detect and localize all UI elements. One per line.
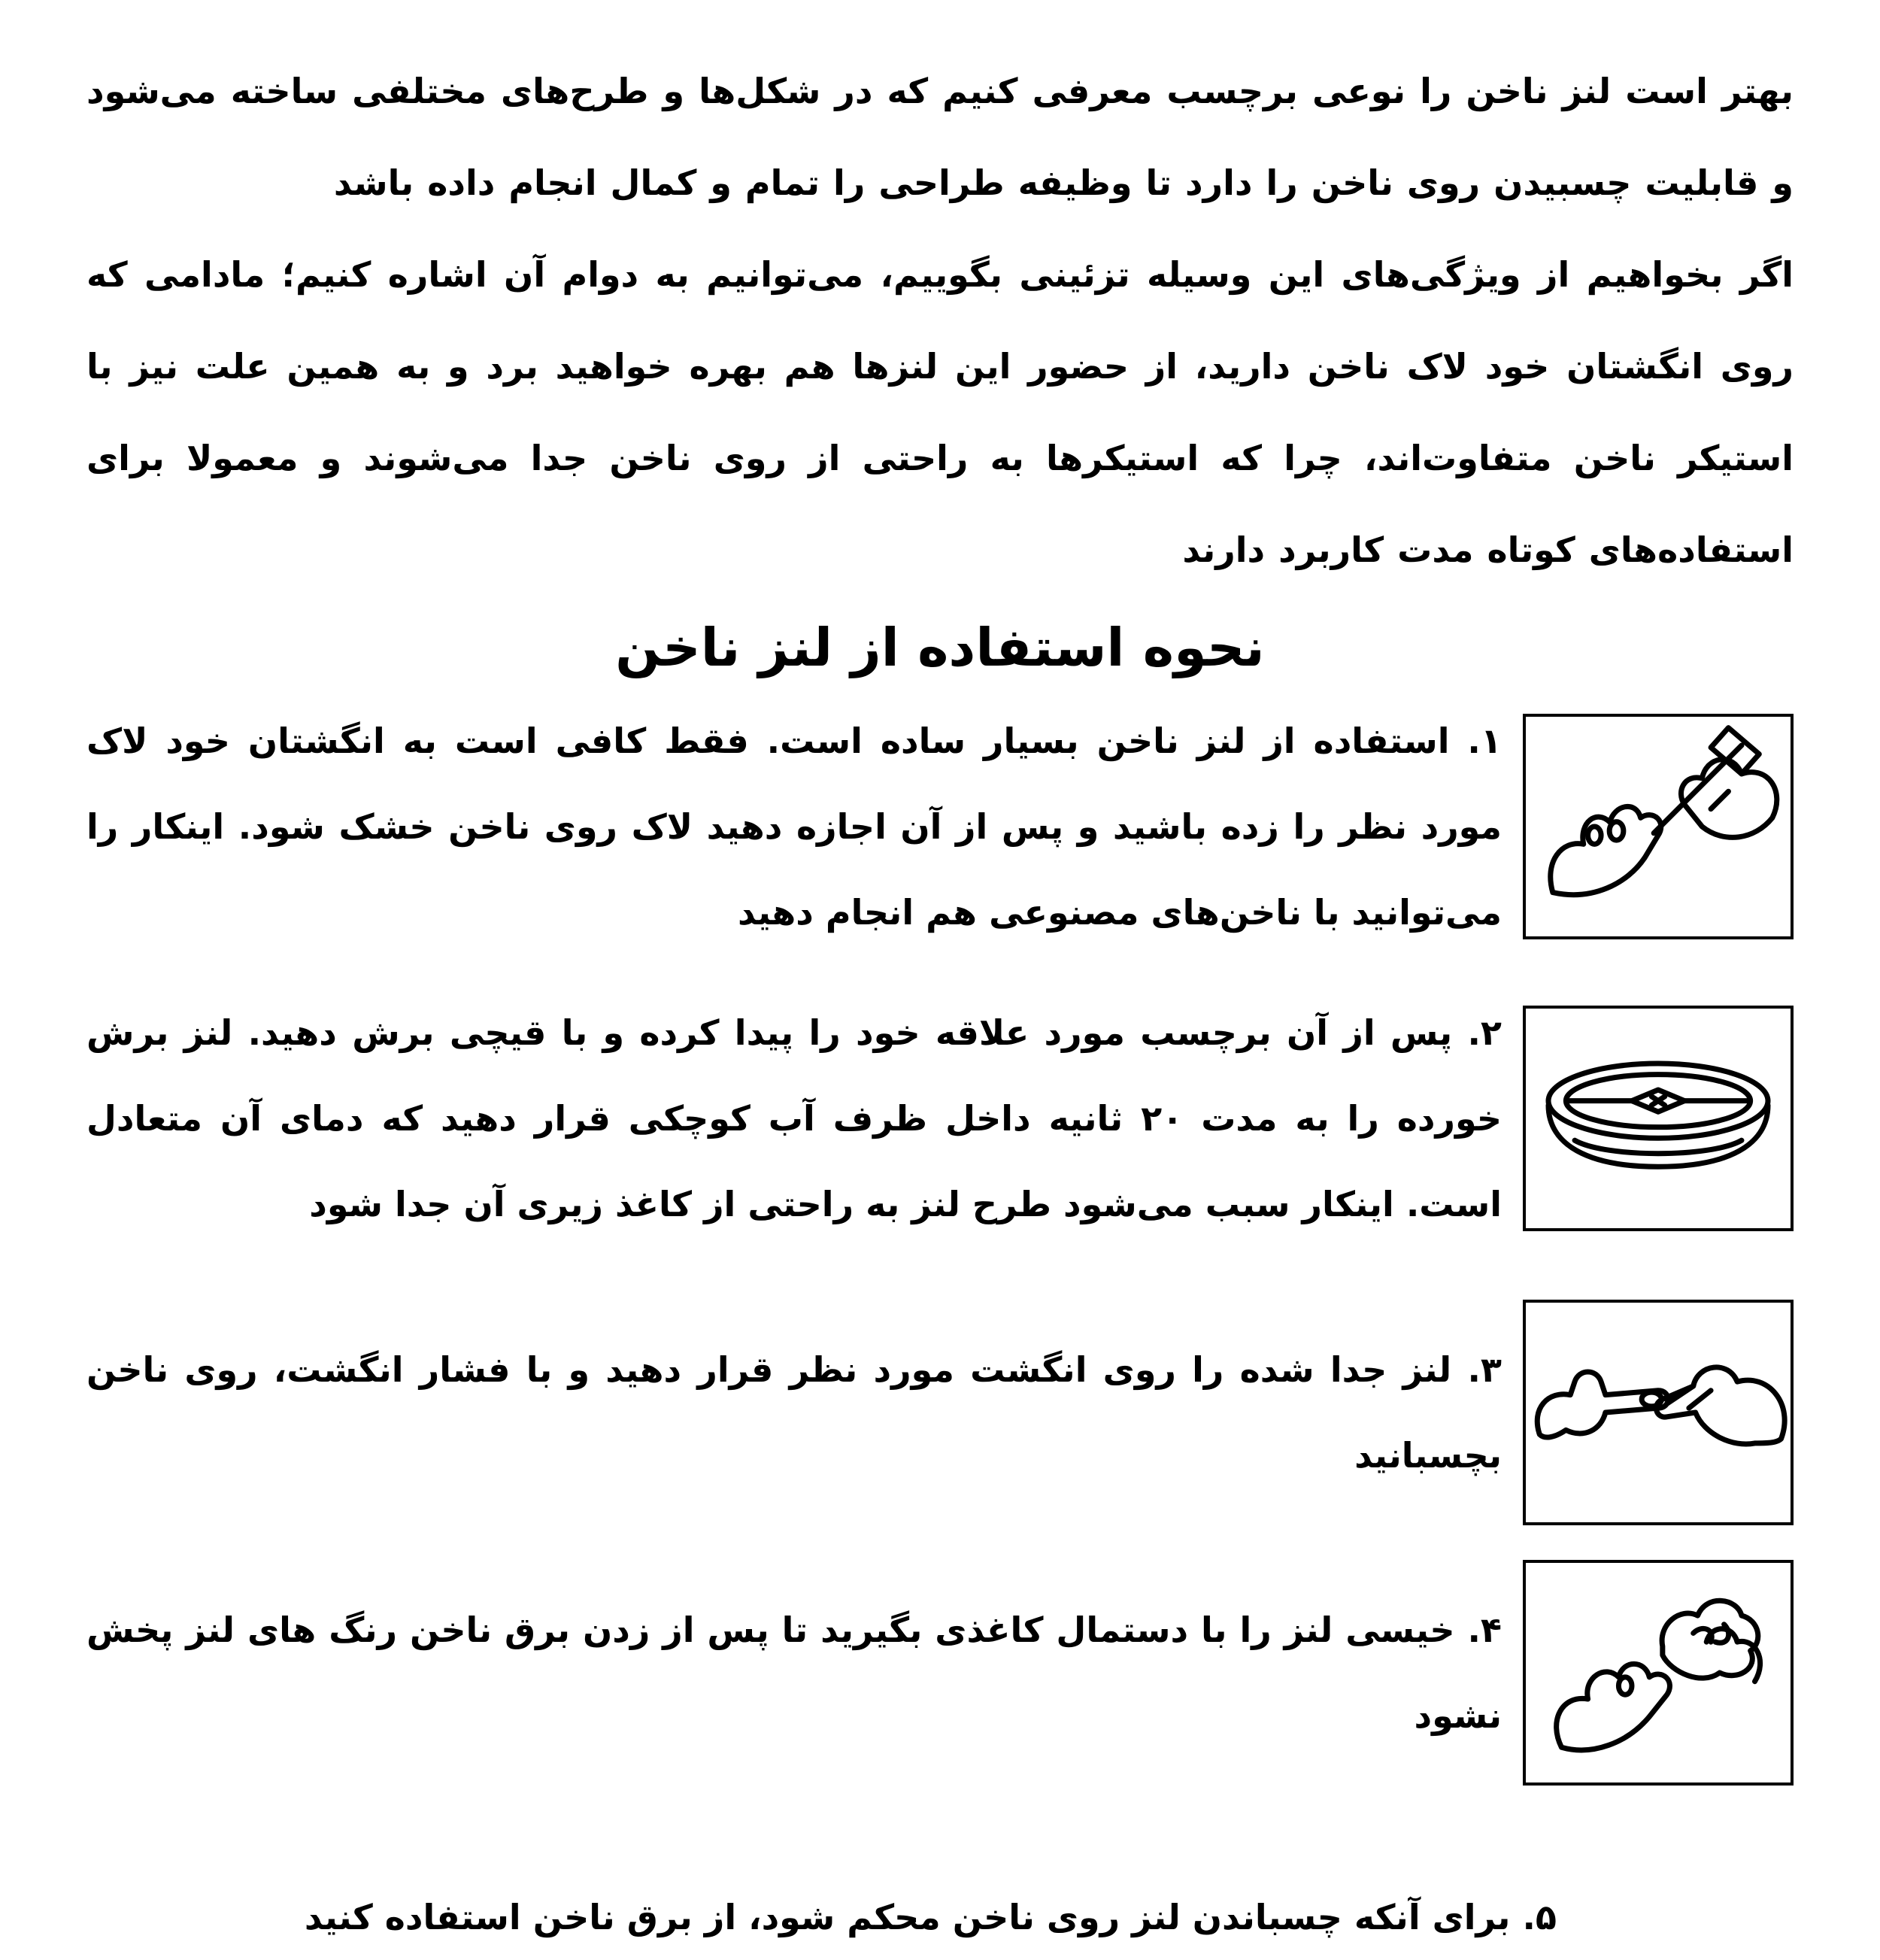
step-1-text: ۱. استفاده از لنز ناخن بسیار ساده است. فقط کافی است به انگشتان خود لاک مورد نظر را زده باشید و پس از آن اجازه دهید لاک روی ناخن خشک شود. اینکار را می‌توانید با ناخن‌های مصنوعی هم انجام دهید	[86, 721, 1502, 933]
step-4-row	[86, 1560, 1794, 1786]
intro-section	[86, 45, 1794, 596]
step-2-illustration-frame	[1523, 1006, 1794, 1231]
water-bowl-with-lens-icon	[1526, 1009, 1791, 1228]
page-title: نحوه استفاده از لنز ناخن	[615, 617, 1265, 678]
step-2-row	[86, 990, 1794, 1247]
step-1-illustration-frame	[1523, 714, 1794, 939]
intro-paragraph-2: اگر بخواهیم از ویژگی‌های این وسیله تزئینی بگوییم، می‌توانیم به دوام آن اشاره کنیم؛ مادامی که روی انگشتان خود لاک ناخن دارید، از حضور این لنزها هم بهره خواهید برد و به همین علت نیز با استیکر ناخن متفاوت‌اند، چرا که استیکرها به راحتی از روی ناخن جدا می‌شوند و معمولا برای استفاده‌های کوتاه مدت کاربرد دارند	[86, 254, 1794, 570]
pressing-lens-on-nail-icon	[1526, 1303, 1791, 1522]
step-4-text: ۴. خیسی لنز را با دستمال کاغذی بگیرید تا پس از زدن برق ناخن رنگ های لنز پخش نشود	[86, 1610, 1502, 1736]
step-2-text: ۲. پس از آن برچسب مورد علاقه خود را پیدا کرده و با قیچی برش دهید. لنز برش خورده را به مدت ۲۰ ثانیه داخل ظرف آب کوچکی قرار دهید که دمای آن متعادل است. اینکار سبب می‌شود طرح لنز به راحتی از کاغذ زیری آن جدا شود	[86, 1012, 1502, 1224]
step-4-illustration-frame	[1523, 1560, 1794, 1786]
blotting-nail-with-tissue-icon	[1526, 1563, 1791, 1783]
step-1-row	[86, 698, 1794, 955]
intro-paragraph-1: بهتر است لنز ناخن را نوعی برچسب معرفی کنیم که در شکل‌ها و طرح‌های مختلفی ساخته می‌شود و قابلیت چسبیدن روی ناخن را دارد تا وظیفه طراحی را تمام و کمال انجام داده باشد	[86, 71, 1794, 203]
step-5-text: ۵. برای آنکه چسباندن لنز روی ناخن محکم شود، از برق ناخن استفاده کنید	[304, 1897, 1557, 1937]
step-3-row	[86, 1300, 1794, 1525]
step-3-illustration-frame	[1523, 1300, 1794, 1525]
step-3-text: ۳. لنز جدا شده را روی انگشت مورد نظر قرار دهید و با فشار انگشت، روی ناخن بچسبانید	[86, 1349, 1502, 1476]
hands-applying-nail-polish-icon	[1526, 717, 1791, 936]
